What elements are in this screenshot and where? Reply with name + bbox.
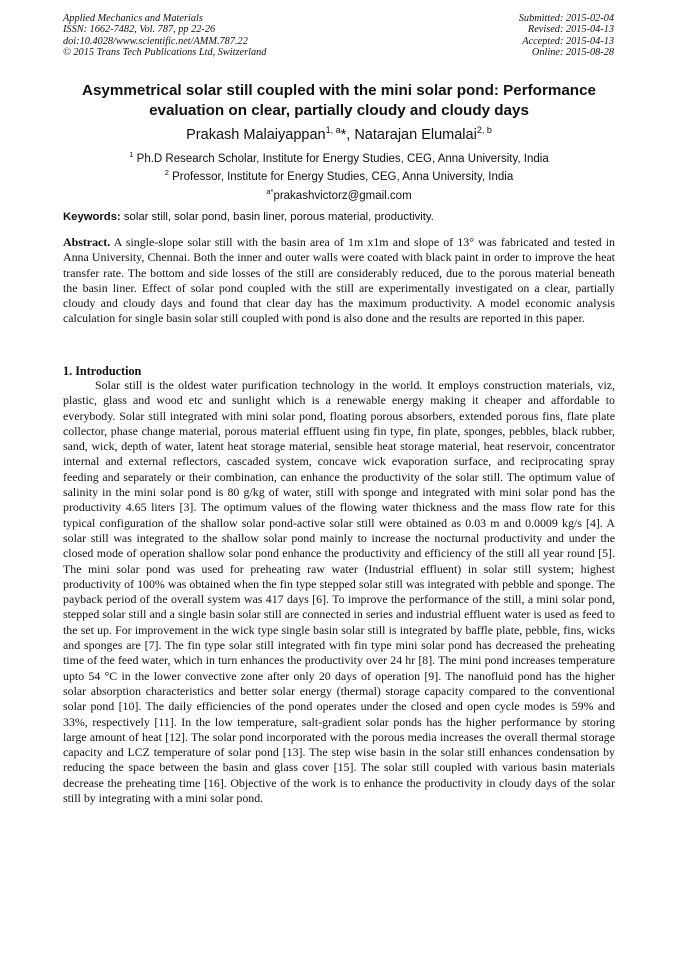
date-accepted: Accepted: 2015-04-13	[522, 35, 614, 47]
author-1-affiliation-mark: 1, a	[325, 125, 341, 135]
date-submitted: Submitted: 2015-02-04	[518, 13, 614, 24]
abstract-label: Abstract.	[63, 235, 111, 249]
title-line-1: Asymmetrical solar still coupled with the mini solar pond: Performance	[82, 82, 596, 99]
author-2-name: Natarajan Elumalai	[354, 127, 477, 143]
author-list	[40, 121, 638, 144]
affiliations	[40, 148, 638, 203]
publication-dates	[519, 13, 614, 59]
affiliation-2-mark: 2	[164, 168, 169, 178]
keywords-text: solar still, solar pond, basin liner, porous material, productivity.	[120, 211, 434, 223]
journal-name: Applied Mechanics and Materials	[63, 13, 203, 24]
paper-title	[40, 81, 638, 121]
introduction-paragraph: Solar still is the oldest water purification technology in the world. It employs construction materials, viz, plastic, glass and wood etc and sunlight which is a renewable energy making it cheaper and affordable to everybody. Solar still integrated with mini solar pond, floating porous absorbers, extended porous fins, flate plate collector, phase change material, porous material effluent using fin type, fin plate, sponges, pebbles, black rubber, sand, wick, depth of water, latent heat storage material, sensible heat storage material, heat reservoir, concentrator internal and external reflectors, cascaded system, concave wick evaporation surface, and reciprocating spray feeding and separately or their combination, can enhance the productivity of the solar still. The optimum value of salinity in the mini solar pond is 80 g/kg of water, still with sponge and integrated with mini solar pond has the productivity 4.65 liters [3]. The optimum values of the flowing water thickness and the mass flow rate for this typical configuration of the shallow solar pond-active solar still were obtained as 0.03 m and 0.0009 kg/s [4]. A solar still was integrated to the shallow solar pond mainly to increase the nocturnal productivity and under the closed mode of operation shallow solar pond enhance the productivity and efficiency of the still all year round [5]. The mini solar pond was used for preheating raw water (Industrial effluent) in solar still system; highest productivity of 100% was obtained when the fin type stepped solar still was integrated with pebble and sponge. The payback period of the overall system was 417 days [6]. To improve the performance of the still, a mini solar pond, stepped solar still and a single basin solar still are connected in series and industrial effluent water is used as feed to the set up. For improvement in the wick type single basin solar still is integrated by baffle plate, pebble, fins, wicks and sponges are [7]. The fin type solar still integrated with fin type mini solar pond has decreased the preheating time of the feed water, which in turn enhances the productivity over 24 hr [8]. The mini pond increases temperature upto 54 °C in the lower convective zone after only 20 days of operation [9]. The nanofluid pond has the higher solar absorption characteristics and better solar energy (thermal) storage capacity compared to the conventional solar pond [10]. The daily efficiencies of the pond operates under the closed and open cycle modes is 59% and 33%, respectively [11]. In the low temperature, salt-gradient solar ponds has the higher performance by storing large amount of heat [12]. The solar pond incorporated with the porous media increases the overall thermal storage capacity and LCZ temperature of solar pond [13]. The step wise basin in the solar still enhances condensation by reducing the space between the basin and glass cover [15]. The solar still coupled with various basin materials decrease the preheating time [16]. Objective of the work is to enhance the productivity in cloudy days of the solar still by integrating with a mini solar pond.	[63, 378, 615, 806]
abstract-text: A single-slope solar still with the basin area of 1m x1m and slope of 13° was fabricated and tested in Anna University, Chennai. Both the inner and outer walls were coated with black paint in order to improve the heat transfer rate. The bottom and side losses of the still are considerably reduced, due to the porous material beneath the basin liner. Effect of solar pond coupled with the still are experimentally investigated on a clear, partially cloudy and cloudy days and found that clear day has the maximum productivity. A model economic analysis calculation for single basin solar still coupled with pond is also done and the results are reported in this paper.	[63, 235, 615, 326]
keywords	[63, 210, 615, 224]
author-email	[40, 185, 638, 203]
affiliation-1-text: Ph.D Research Scholar, Institute for Energy Studies, CEG, Anna University, India	[133, 153, 549, 165]
date-revised: Revised: 2015-04-13	[527, 24, 614, 36]
author-2-affiliation-mark: 2, b	[476, 125, 492, 135]
journal-doi: doi:10.4028/www.scientific.net/AMM.787.22	[63, 35, 248, 47]
journal-copyright: © 2015 Trans Tech Publications Ltd, Switzerland	[63, 47, 267, 59]
email-mark: a*	[266, 186, 274, 196]
affiliation-1-mark: 1	[129, 150, 134, 159]
affiliation-1	[40, 148, 638, 166]
title-line-2: evaluation on clear, partially cloudy and cloudy days	[149, 102, 529, 119]
email-text: prakashvictorz@gmail.com	[273, 189, 412, 202]
section-heading-introduction: 1. Introduction	[63, 364, 142, 378]
date-online: Online: 2015-08-28	[531, 47, 614, 59]
journal-issn: ISSN: 1662-7482, Vol. 787, pp 22-26	[63, 24, 216, 36]
affiliation-2	[40, 166, 638, 184]
affiliation-2-text: Professor, Institute for Energy Studies, CEG, Anna University, India	[168, 171, 514, 184]
author-1-name: Prakash Malaiyappan	[186, 127, 326, 143]
keywords-label: Keywords:	[63, 211, 121, 223]
abstract	[63, 235, 615, 327]
journal-info	[63, 13, 266, 59]
corresponding-author-mark: *,	[340, 127, 355, 143]
